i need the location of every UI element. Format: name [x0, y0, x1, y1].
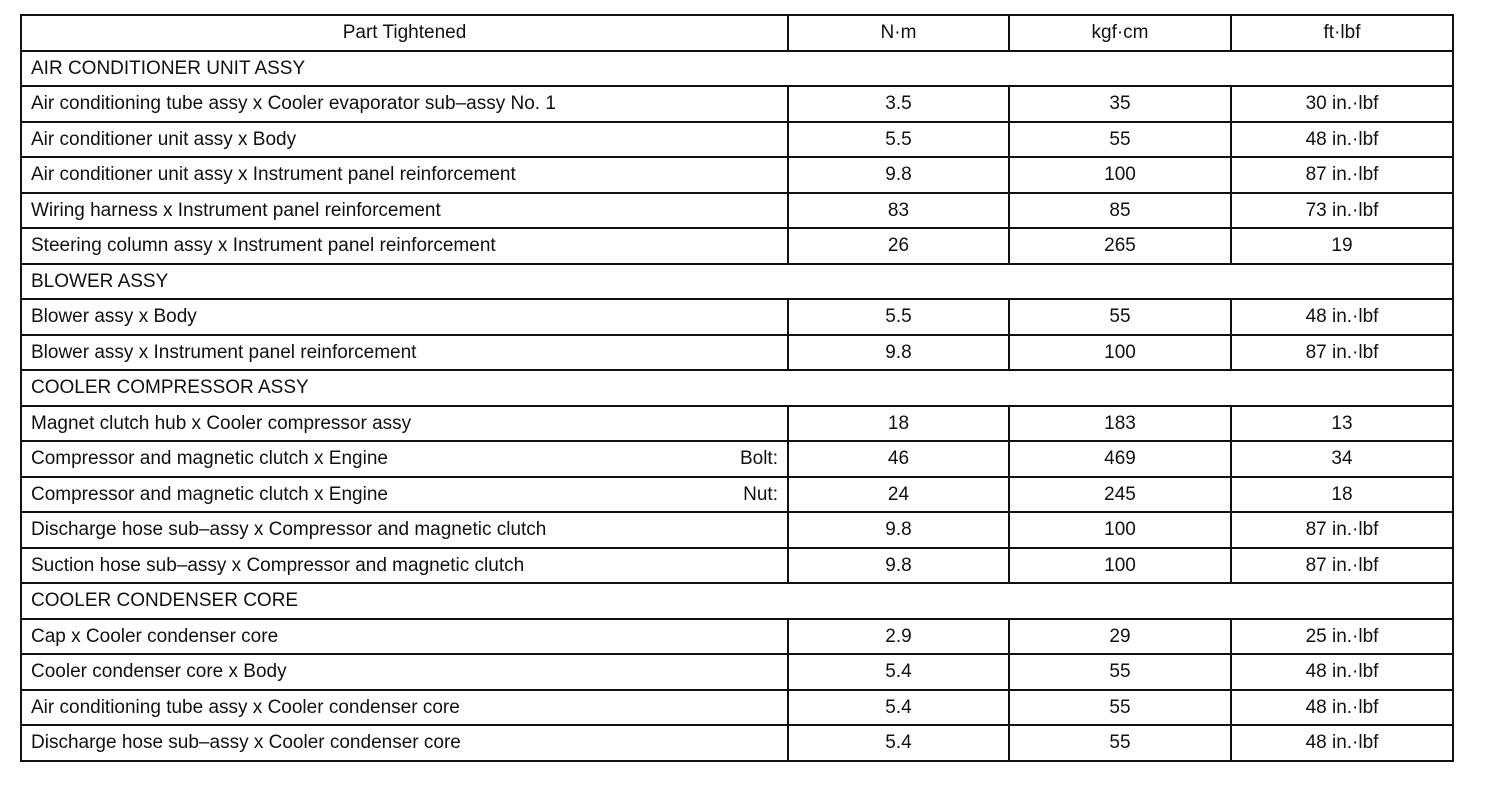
part-cell	[21, 335, 788, 371]
part-cell-content	[31, 485, 787, 504]
part-cell	[21, 157, 788, 193]
part-name: Magnet clutch hub x Cooler compressor assy	[31, 412, 412, 434]
torque-ft-lbf-cell: 48 in.·lbf	[1231, 690, 1453, 726]
part-cell-content	[31, 449, 787, 468]
torque-ft-lbf-cell: 87 in.·lbf	[1231, 512, 1453, 548]
part-cell-content	[31, 414, 787, 433]
torque-kgf-cm-cell: 55	[1009, 299, 1231, 335]
part-name: Steering column assy x Instrument panel reinforcement	[31, 235, 496, 257]
table-row	[21, 690, 1453, 726]
torque-ft-lbf-cell: 48 in.·lbf	[1231, 299, 1453, 335]
part-cell-content	[31, 627, 787, 646]
torque-ft-lbf-cell: 48 in.·lbf	[1231, 725, 1453, 761]
torque-nm-cell: 46	[788, 441, 1009, 477]
section-header-row	[21, 264, 1453, 300]
table-row	[21, 86, 1453, 122]
part-cell-content	[31, 201, 787, 220]
part-name: Compressor and magnetic clutch x Engine	[31, 483, 388, 505]
torque-nm-cell: 83	[788, 193, 1009, 229]
table-row	[21, 512, 1453, 548]
torque-ft-lbf-cell: 73 in.·lbf	[1231, 193, 1453, 229]
part-name: Cooler condenser core x Body	[31, 661, 287, 683]
part-cell-content	[31, 662, 787, 681]
table-row	[21, 477, 1453, 513]
fastener-type-label: Nut:	[743, 483, 778, 505]
part-cell	[21, 122, 788, 158]
part-name: Blower assy x Body	[31, 306, 197, 328]
torque-ft-lbf-cell: 18	[1231, 477, 1453, 513]
torque-kgf-cm-cell: 55	[1009, 654, 1231, 690]
fastener-type-label: Bolt:	[739, 448, 778, 470]
torque-nm-cell: 5.4	[788, 654, 1009, 690]
part-cell	[21, 228, 788, 264]
torque-nm-cell: 5.4	[788, 690, 1009, 726]
torque-ft-lbf-cell: 30 in.·lbf	[1231, 86, 1453, 122]
part-cell	[21, 512, 788, 548]
table-row	[21, 441, 1453, 477]
header-ft-lbf: ft·lbf	[1231, 15, 1453, 51]
section-title: AIR CONDITIONER UNIT ASSY	[21, 51, 1453, 87]
section-header-row	[21, 51, 1453, 87]
table-body	[21, 51, 1453, 761]
torque-kgf-cm-cell: 55	[1009, 725, 1231, 761]
part-cell	[21, 441, 788, 477]
table-row	[21, 193, 1453, 229]
torque-kgf-cm-cell: 55	[1009, 122, 1231, 158]
part-cell-content	[31, 307, 787, 326]
torque-kgf-cm-cell: 35	[1009, 86, 1231, 122]
torque-spec-table	[20, 14, 1454, 762]
part-cell-content	[31, 733, 787, 752]
torque-nm-cell: 5.5	[788, 122, 1009, 158]
torque-kgf-cm-cell: 85	[1009, 193, 1231, 229]
part-name: Wiring harness x Instrument panel reinforcement	[31, 199, 441, 221]
torque-nm-cell: 9.8	[788, 335, 1009, 371]
torque-kgf-cm-cell: 469	[1009, 441, 1231, 477]
torque-ft-lbf-cell: 87 in.·lbf	[1231, 548, 1453, 584]
part-cell	[21, 654, 788, 690]
torque-ft-lbf-cell: 19	[1231, 228, 1453, 264]
torque-ft-lbf-cell: 25 in.·lbf	[1231, 619, 1453, 655]
part-cell	[21, 406, 788, 442]
torque-nm-cell: 18	[788, 406, 1009, 442]
table-row	[21, 406, 1453, 442]
part-name: Air conditioning tube assy x Cooler condenser core	[31, 696, 460, 718]
torque-kgf-cm-cell: 55	[1009, 690, 1231, 726]
section-title: COOLER CONDENSER CORE	[21, 583, 1453, 619]
part-cell-content	[31, 698, 787, 717]
part-name: Air conditioning tube assy x Cooler evaporator sub–assy No. 1	[31, 93, 556, 115]
section-title: BLOWER ASSY	[21, 264, 1453, 300]
torque-ft-lbf-cell: 87 in.·lbf	[1231, 335, 1453, 371]
header-part-tightened: Part Tightened	[21, 15, 788, 51]
torque-ft-lbf-cell: 48 in.·lbf	[1231, 654, 1453, 690]
torque-kgf-cm-cell: 183	[1009, 406, 1231, 442]
torque-ft-lbf-cell: 87 in.·lbf	[1231, 157, 1453, 193]
table-row	[21, 299, 1453, 335]
part-name: Compressor and magnetic clutch x Engine	[31, 448, 388, 470]
part-name: Cap x Cooler condenser core	[31, 625, 279, 647]
torque-nm-cell: 9.8	[788, 157, 1009, 193]
torque-kgf-cm-cell: 100	[1009, 548, 1231, 584]
table-row	[21, 654, 1453, 690]
part-cell	[21, 725, 788, 761]
torque-kgf-cm-cell: 245	[1009, 477, 1231, 513]
part-cell	[21, 548, 788, 584]
part-cell-content	[31, 130, 787, 149]
torque-nm-cell: 3.5	[788, 86, 1009, 122]
part-cell	[21, 477, 788, 513]
torque-kgf-cm-cell: 100	[1009, 157, 1231, 193]
torque-nm-cell: 9.8	[788, 512, 1009, 548]
torque-ft-lbf-cell: 13	[1231, 406, 1453, 442]
part-name: Air conditioner unit assy x Instrument panel reinforcement	[31, 164, 516, 186]
section-header-row	[21, 370, 1453, 406]
torque-nm-cell: 26	[788, 228, 1009, 264]
part-cell-content	[31, 556, 787, 575]
table-row	[21, 228, 1453, 264]
torque-nm-cell: 24	[788, 477, 1009, 513]
table-row	[21, 548, 1453, 584]
part-name: Discharge hose sub–assy x Compressor and magnetic clutch	[31, 519, 547, 541]
torque-ft-lbf-cell: 48 in.·lbf	[1231, 122, 1453, 158]
part-cell-content	[31, 343, 787, 362]
part-cell	[21, 86, 788, 122]
torque-nm-cell: 9.8	[788, 548, 1009, 584]
section-title: COOLER COMPRESSOR ASSY	[21, 370, 1453, 406]
torque-nm-cell: 5.4	[788, 725, 1009, 761]
torque-nm-cell: 5.5	[788, 299, 1009, 335]
part-name: Blower assy x Instrument panel reinforcement	[31, 341, 417, 363]
torque-kgf-cm-cell: 100	[1009, 335, 1231, 371]
part-name: Suction hose sub–assy x Compressor and magnetic clutch	[31, 554, 525, 576]
part-cell-content	[31, 165, 787, 184]
torque-kgf-cm-cell: 265	[1009, 228, 1231, 264]
torque-nm-cell: 2.9	[788, 619, 1009, 655]
section-header-row	[21, 583, 1453, 619]
header-kgf-cm: kgf·cm	[1009, 15, 1231, 51]
part-cell	[21, 690, 788, 726]
table-row	[21, 725, 1453, 761]
part-cell	[21, 299, 788, 335]
table-row	[21, 335, 1453, 371]
table-row	[21, 619, 1453, 655]
part-cell	[21, 619, 788, 655]
part-cell-content	[31, 236, 787, 255]
part-cell	[21, 193, 788, 229]
table-row	[21, 157, 1453, 193]
torque-ft-lbf-cell: 34	[1231, 441, 1453, 477]
table-row	[21, 122, 1453, 158]
part-name: Air conditioner unit assy x Body	[31, 128, 297, 150]
part-cell-content	[31, 94, 787, 113]
torque-kgf-cm-cell: 29	[1009, 619, 1231, 655]
table-header	[21, 15, 1453, 51]
part-name: Discharge hose sub–assy x Cooler condenser core	[31, 732, 461, 754]
part-cell-content	[31, 520, 787, 539]
header-nm: N·m	[788, 15, 1009, 51]
torque-kgf-cm-cell: 100	[1009, 512, 1231, 548]
header-row	[21, 15, 1453, 51]
